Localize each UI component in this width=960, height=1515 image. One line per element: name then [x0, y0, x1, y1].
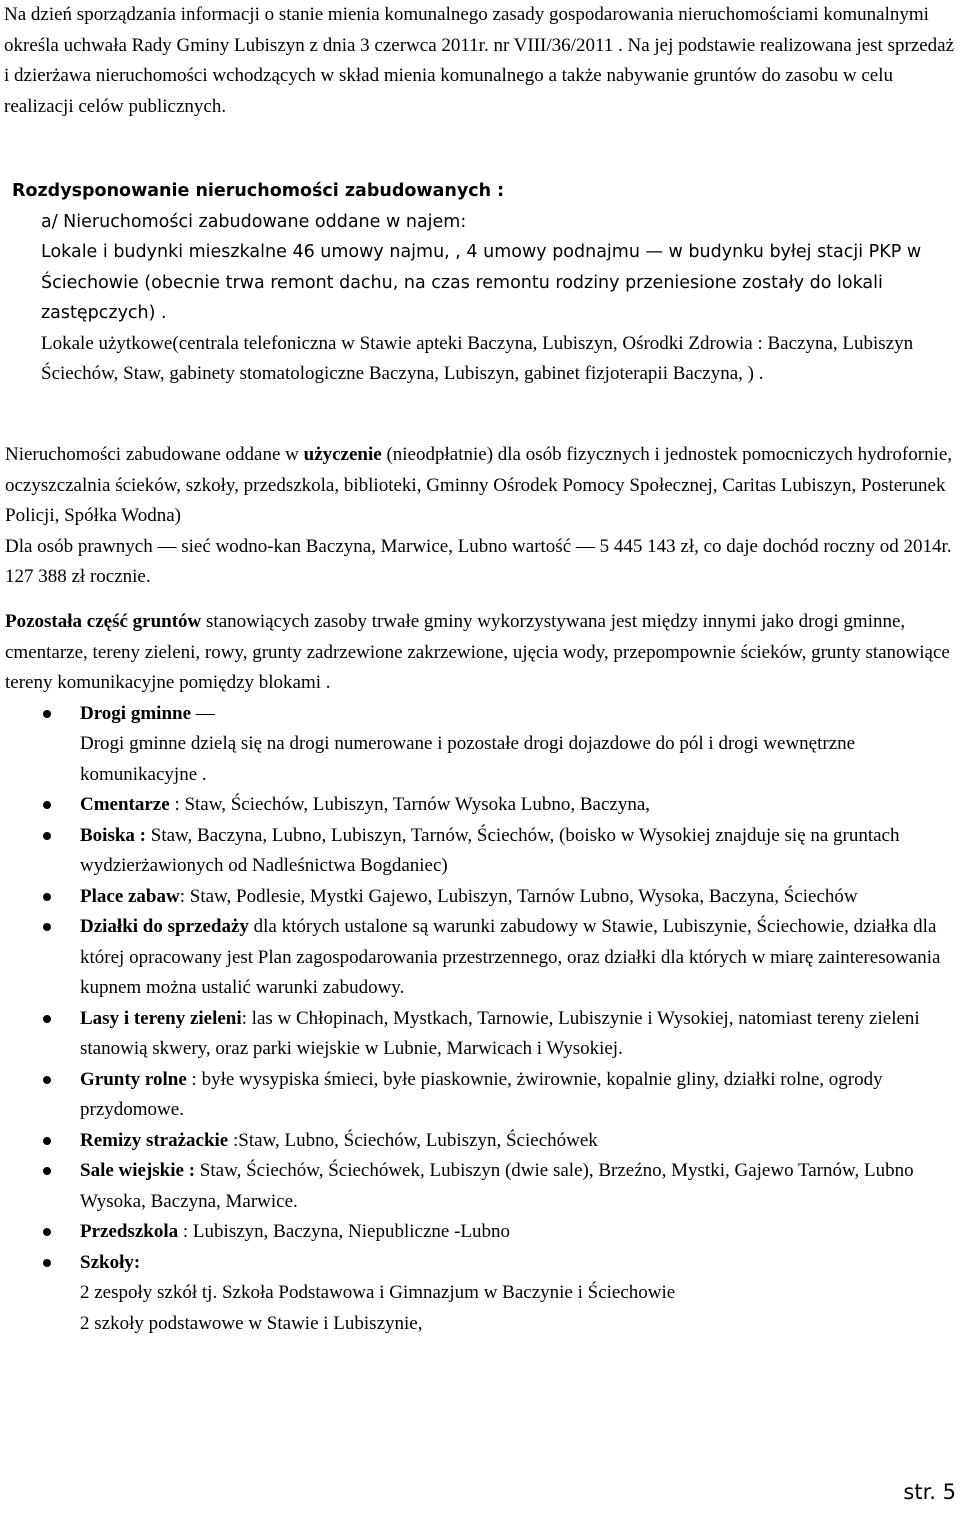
list-item [5, 790, 955, 821]
item-label: Cmentarze [80, 794, 170, 815]
bullet-icon [43, 1228, 51, 1236]
lending-lead-bold: użyczenie [303, 444, 382, 465]
bullet-icon [43, 1167, 51, 1175]
item-text: :Staw, Lubno, Ściechów, Lubiszyn, Ściechówek [228, 1129, 598, 1151]
item-subtext: Drogi gminne dzielą się na drogi numerowane i pozostałe drogi dojazdowe do pól i drogi wewnętrzne komunikacyjne . [80, 733, 856, 785]
item-label: Place zabaw [80, 885, 180, 907]
list-item [5, 1217, 955, 1248]
bullet-icon [43, 801, 51, 809]
item-label: Szkoły: [80, 1251, 141, 1273]
other-land-paragraph [5, 607, 955, 699]
intro-paragraph: Na dzień sporządzania informacji o stanie mienia komunalnego zasady gospodarowania nieruchomościami komunalnymi określa uchwała Rady Gminy Lubiszyn z dnia 3 czerwca 2011r. nr VIII/36/2011 . Na jej podstawie realizowana jest sprzedaż i dzierżawa nieruchomości wchodzących w skład mienia komunalnego a także nabywanie gruntów do zasobu w celu realizacji celów publicznych. [4, 4, 955, 117]
list-item [5, 1004, 955, 1065]
item-label: Grunty rolne [80, 1068, 187, 1090]
item-label: Przedszkola [80, 1221, 179, 1242]
item-subtext: 2 zespoły szkół tj. Szkoła Podstawowa i Gimnazjum w Baczynie i Ściechowie [80, 1282, 676, 1303]
item-text: : Staw, Podlesie, Mystki Gajewo, Lubiszyn, Tarnów Lubno, Wysoka, Baczyna, Ściechów [179, 885, 858, 907]
bullet-icon [43, 710, 51, 718]
section-other-land [5, 607, 955, 1339]
list-item [5, 1156, 955, 1217]
list-item [5, 1065, 955, 1126]
bullet-icon [43, 1076, 51, 1084]
item-text: : byłe wysypiska śmieci, byłe piaskownie, żwirownie, kopalnie gliny, działki rolne, ogrody przydomowe. [80, 1068, 883, 1120]
item-text: Staw, Baczyna, Lubno, Lubiszyn, Tarnów, Ściechów, (boisko w Wysokiej znajduje się na gruntach wydzierżawionych od Nadleśnictwa Bogdaniec) [80, 824, 900, 876]
list-item [5, 699, 955, 791]
page-number: str. 5 [903, 1480, 956, 1504]
item-label: Boiska : [80, 824, 146, 846]
subheading-lease: a/ Nieruchomości zabudowane oddane w najem: [41, 211, 467, 232]
residential-units-paragraph: Lokale i budynki mieszkalne 46 umowy najmu, , 4 umowy podnajmu — w budynku byłej stacji PKP w Ściechowie (obecnie trwa remont dachu, na czas remontu rodziny przeniesione zostały do lokali zastępczych) . [41, 242, 922, 323]
lending-text: (nieodpłatnie) dla osób fizycznych i jednostek pomocniczych hydrofornie, oczyszczalnia ścieków, szkoły, przedszkola, biblioteki, Gminny Ośrodek Pomocy Społecznej, Caritas Lubiszyn, Posterunek Policji, Spółka Wodna) [5, 444, 953, 526]
legal-persons-text: Dla osób prawnych — sieć wodno-kan Baczyna, Marwice, Lubno wartość — 5 445 143 zł, co daje dochód roczny od 2014r. 127 388 zł rocznie. [5, 535, 952, 587]
item-text: dla których ustalone są warunki zabudowy w Stawie, Lubiszynie, Ściechowie, działka dla której opracowany jest Plan zagospodarowania przestrzennego, oraz działki dla których w miarę zainteresowania kupnem można ustalić warunki zabudowy. [80, 916, 941, 998]
item-label: Drogi gminne [80, 702, 192, 724]
bullet-icon [43, 1137, 51, 1145]
land-use-list [5, 699, 955, 1340]
bullet-icon [43, 923, 51, 931]
list-item [5, 1248, 955, 1340]
item-label: Sale wiejskie : [80, 1160, 196, 1181]
section-heading: Rozdysponowanie nieruchomości zabudowanych : [12, 181, 505, 201]
bullet-icon [43, 893, 51, 901]
item-label: Remizy strażackie [80, 1129, 229, 1151]
item-text: : las w Chłopinach, Mystkach, Tarnowie, Lubiszynie i Wysokiej, natomiast tereny zieleni stanowią skwery, oraz parki wiejskie w Lubnie, Marwicach i Wysokiej. [80, 1007, 920, 1059]
section-lending [5, 440, 955, 593]
bullet-icon [43, 1015, 51, 1023]
bullet-icon [43, 1259, 51, 1267]
commercial-units-paragraph: Lokale użytkowe(centrala telefoniczna w Stawie apteki Baczyna, Lubiszyn, Ośrodki Zdrowia : Baczyna, Lubiszyn Ściechów, Staw, gabinety stomatologiczne Baczyna, Lubiszyn, gabinet fizjoterapii Baczyna, ) . [41, 332, 914, 384]
other-land-text: stanowiących zasoby trwałe gminy wykorzystywana jest między innymi jako drogi gminne, cmentarze, tereny zieleni, rowy, grunty zadrzewione zakrzewione, ujęcia wody, przepompownie ścieków, grunty stanowiące tereny komunikacyjne pomiędzy blokami . [5, 611, 950, 693]
item-text: : Staw, Ściechów, Lubiszyn, Tarnów Wysoka Lubno, Baczyna, [169, 794, 651, 815]
section-built-properties [12, 176, 956, 389]
lending-lead: Nieruchomości zabudowane oddane w [5, 444, 304, 465]
item-subtext-2: 2 szkoły podstawowe w Stawie i Lubiszynie, [80, 1312, 423, 1334]
list-item [5, 1126, 955, 1157]
item-label: Działki do sprzedaży [80, 916, 249, 937]
item-text: Staw, Ściechów, Ściechówek, Lubiszyn (dwie sale), Brzeźno, Mystki, Gajewo Tarnów, Lubno Wysoka, Baczyna, Marwice. [80, 1160, 914, 1212]
item-text: — [191, 702, 215, 724]
list-item [5, 821, 955, 882]
bullet-icon [43, 832, 51, 840]
list-item [5, 912, 955, 1004]
list-item [5, 882, 955, 913]
item-label: Lasy i tereny zieleni [80, 1007, 242, 1029]
other-land-lead: Pozostała część gruntów [5, 611, 202, 632]
item-text: : Lubiszyn, Baczyna, Niepubliczne -Lubno [178, 1221, 511, 1242]
